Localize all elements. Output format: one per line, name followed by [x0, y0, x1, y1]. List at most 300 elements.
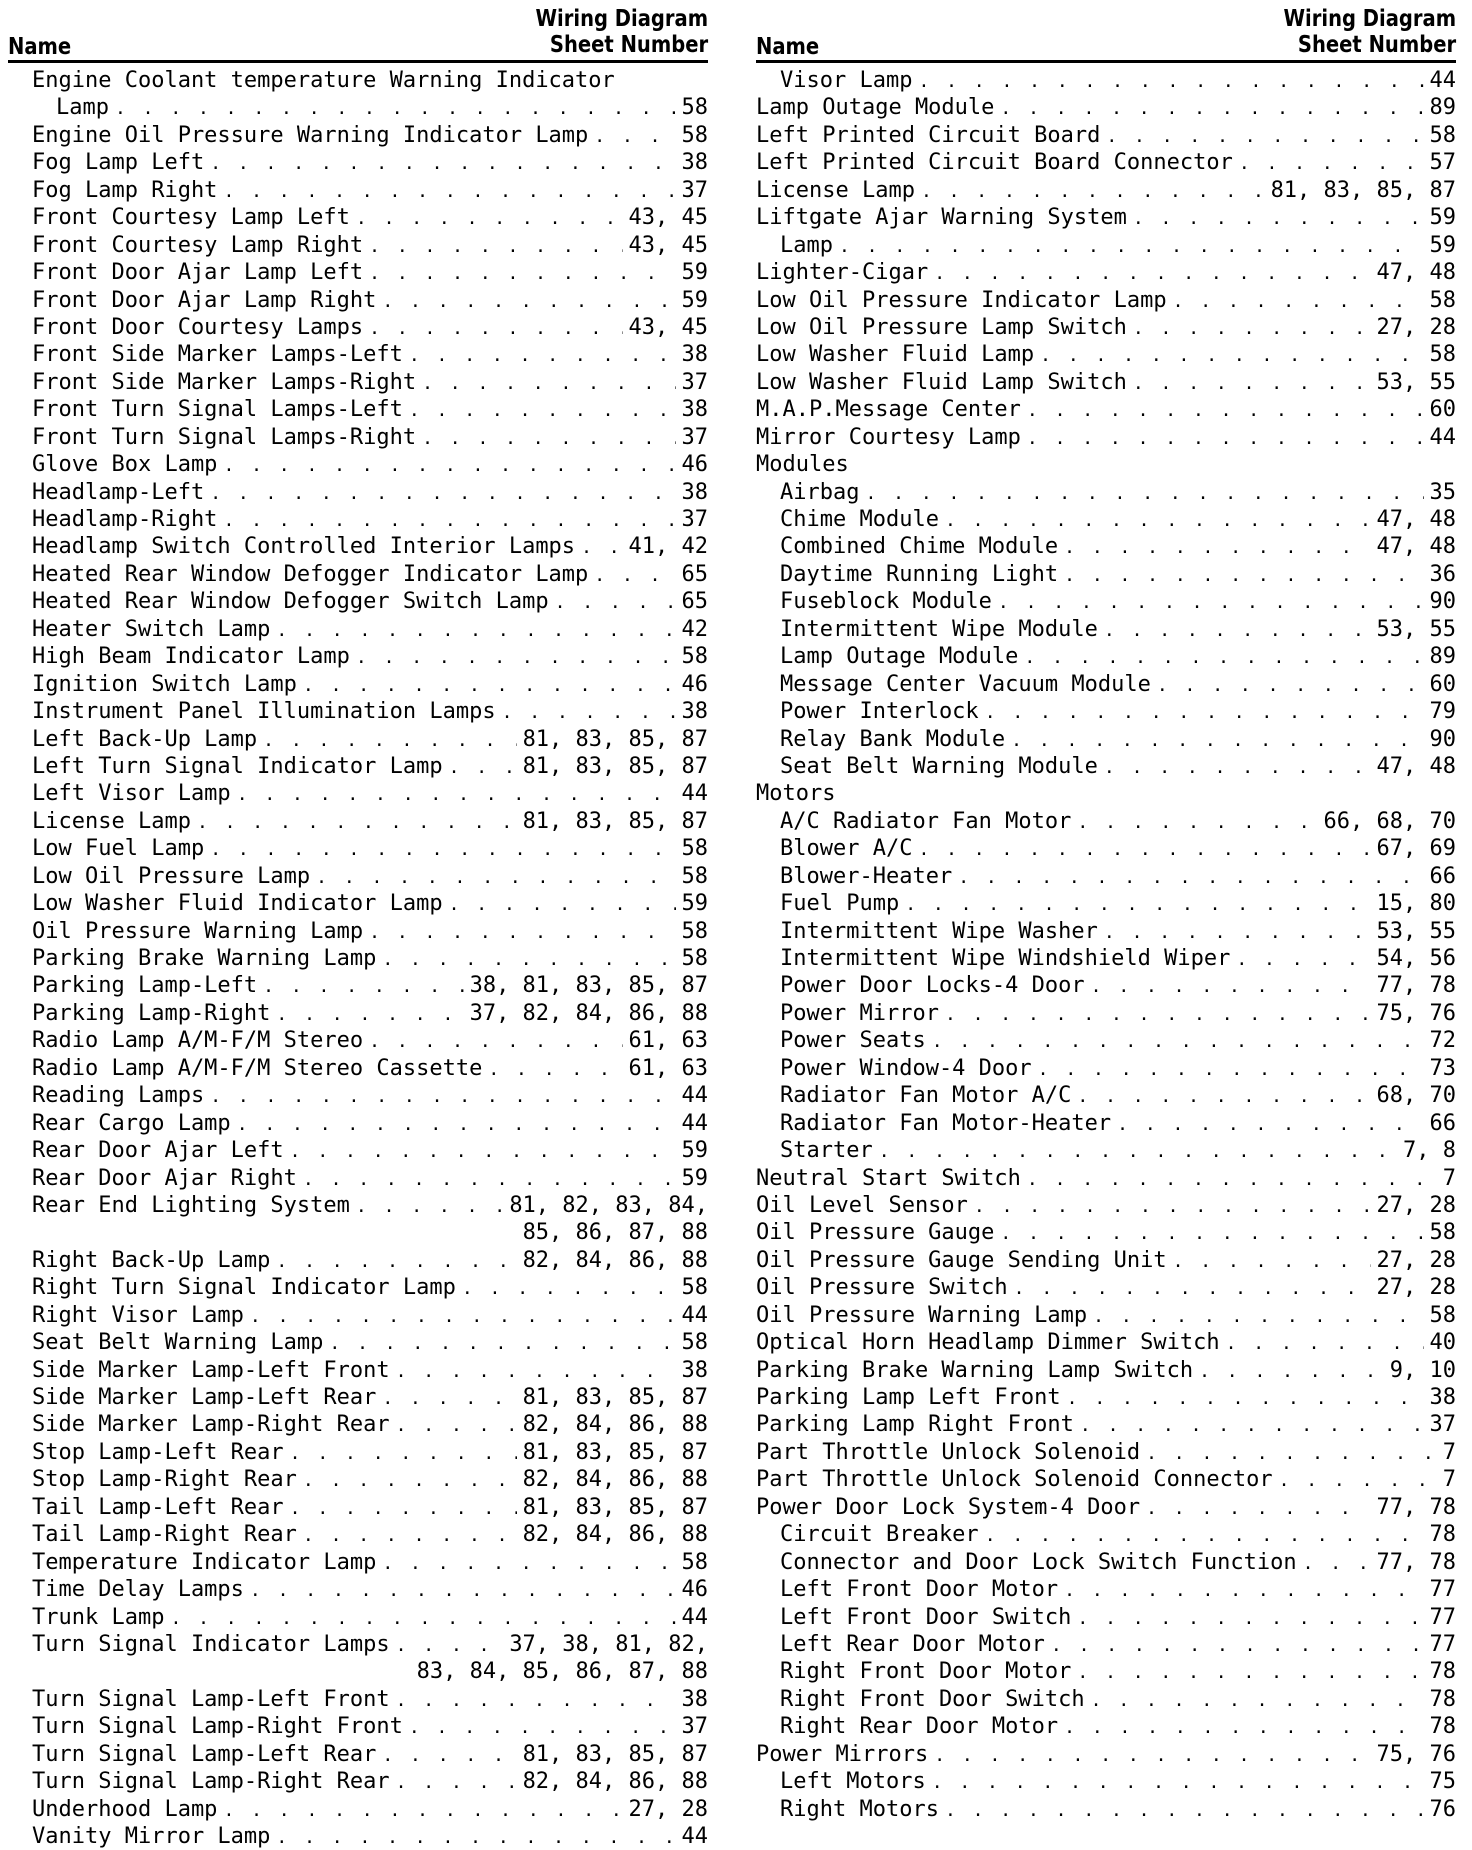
entry-name: Power Interlock [780, 699, 979, 725]
index-entry [756, 287, 1456, 314]
index-entry [8, 533, 708, 560]
index-entry [8, 671, 708, 698]
index-entry [756, 479, 1456, 506]
dot-leader [945, 1001, 1371, 1027]
index-entry [8, 643, 708, 670]
sheet-number: 58 [681, 918, 708, 944]
entry-name: Right Front Door Motor [780, 1659, 1072, 1685]
index-entry [756, 314, 1456, 341]
entry-name: Left Turn Signal Indicator Lamp [32, 753, 443, 779]
dot-leader [382, 288, 675, 314]
entry-name: Front Side Marker Lamps-Left [32, 342, 403, 368]
index-entry [756, 122, 1456, 149]
sheet-number: 44 [681, 1083, 708, 1109]
dot-leader [1133, 315, 1371, 341]
entry-name: Radiator Fan Motor-Heater [780, 1110, 1112, 1136]
sheet-number: 81, 83, 85, 87 [522, 1741, 708, 1767]
dot-leader [1093, 1303, 1423, 1329]
sheet-number: 58 [681, 836, 708, 862]
sheet-number: 44 [681, 1302, 708, 1328]
sheet-number: 37 [681, 507, 708, 532]
dot-leader [1027, 1166, 1437, 1192]
sheet-number-label: Sheet Number [1297, 32, 1456, 58]
entry-name: Visor Lamp [780, 68, 913, 93]
entry-name: Low Oil Pressure Indicator Lamp [756, 287, 1167, 313]
index-entry [756, 671, 1456, 698]
entry-name: Rear Cargo Lamp [32, 1110, 231, 1136]
entry-name: Right Turn Signal Indicator Lamp [32, 1275, 456, 1301]
entry-name: License Lamp [756, 177, 915, 203]
sheet-number: 47, 48 [1376, 753, 1456, 779]
entry-name: Power Mirror [780, 1000, 939, 1026]
dot-leader [1146, 1440, 1437, 1466]
index-entry [756, 780, 1456, 807]
sheet-number: 37 [681, 424, 708, 450]
entry-name: Fog Lamp Right [32, 177, 218, 203]
index-entry [756, 1658, 1456, 1685]
entry-name: Modules [756, 452, 849, 478]
index-entry [8, 972, 708, 999]
index-entry [756, 588, 1456, 615]
entry-name: Left Rear Door Motor [780, 1631, 1045, 1657]
dot-leader [197, 809, 517, 835]
dot-leader [422, 370, 675, 396]
dot-leader [1173, 288, 1424, 314]
index-entry [8, 1686, 708, 1713]
dot-leader [396, 1687, 676, 1713]
index-entry [8, 1796, 708, 1823]
dot-leader [1226, 1330, 1424, 1356]
entry-name: Glove Box Lamp [32, 452, 218, 478]
sheet-number: 38, 81, 83, 85, 87 [469, 973, 708, 999]
dot-leader [210, 836, 675, 862]
entry-name: Power Door Locks-4 Door [780, 973, 1085, 999]
dot-leader [1173, 1248, 1371, 1274]
dot-leader [1117, 1111, 1423, 1137]
entry-name: Part Throttle Unlock Solenoid Connector [756, 1467, 1273, 1493]
sheet-number: 47, 48 [1376, 507, 1456, 532]
sheet-number: 53, 55 [1376, 918, 1456, 944]
sheet-number: 47, 48 [1376, 260, 1456, 286]
dot-leader [1279, 1467, 1437, 1493]
sheet-number: 38 [1429, 1385, 1456, 1410]
entry-name: Turn Signal Indicator Lamps [32, 1631, 390, 1657]
sheet-number: 37 [681, 369, 708, 395]
sheet-number: 82, 84, 86, 88 [522, 1247, 708, 1273]
sheet-number: 77, 78 [1376, 1549, 1456, 1575]
index-entry [756, 1768, 1456, 1795]
entry-name: Parking Lamp Left Front [756, 1385, 1061, 1410]
sheet-number: 35 [1429, 479, 1456, 505]
index-entry [756, 643, 1456, 670]
index-entry [8, 835, 708, 862]
sheet-number: 81, 83, 85, 87 [522, 726, 708, 752]
dot-leader [115, 95, 676, 121]
entry-name: Heated Rear Window Defogger Switch Lamp [32, 589, 549, 615]
sheet-number: 66, 68, 70 [1323, 808, 1456, 834]
index-entry [8, 1000, 708, 1027]
sheet-number: 44 [681, 1110, 708, 1136]
entry-name: Low Oil Pressure Lamp Switch [756, 314, 1127, 340]
entry-name: Low Fuel Lamp [32, 836, 205, 862]
entry-name: Parking Lamp Right Front [756, 1412, 1074, 1438]
index-entry [756, 424, 1456, 451]
entry-name: Lamp [56, 95, 109, 121]
sheet-number: 59 [681, 287, 708, 313]
entry-name: Stop Lamp-Right Rear [32, 1467, 297, 1493]
dot-leader [449, 891, 676, 917]
index-entry [756, 396, 1456, 423]
entry-name: Blower-Heater [780, 863, 953, 889]
dot-leader [1199, 1358, 1384, 1384]
sheet-number-header [1283, 6, 1456, 58]
entry-name: Parking Lamp-Right [32, 1000, 271, 1026]
sheet-number: 43, 45 [628, 314, 708, 340]
index-entry [8, 67, 708, 94]
entry-name: Front Turn Signal Lamps-Left [32, 397, 403, 423]
dot-leader [488, 1056, 622, 1082]
index-entry [756, 506, 1456, 533]
index-entry [756, 1000, 1456, 1027]
sheet-number: 77, 78 [1376, 1494, 1456, 1520]
dot-leader [303, 1522, 517, 1548]
index-entry [8, 259, 708, 286]
entry-name: Intermittent Wipe Windshield Wiper [780, 946, 1231, 971]
dot-leader [1157, 672, 1424, 698]
dot-leader [409, 1714, 676, 1740]
sheet-number: 46 [681, 452, 708, 478]
sheet-number: 37 [681, 177, 708, 203]
sheet-number: 82, 84, 86, 88 [522, 1769, 708, 1795]
index-entry [8, 1384, 708, 1411]
index-entry [8, 287, 708, 314]
sheet-number: 73 [1429, 1055, 1456, 1081]
dot-leader [237, 1111, 676, 1137]
sheet-number: 27, 28 [1376, 1275, 1456, 1301]
dot-leader [921, 178, 1265, 204]
entry-name: Mirror Courtesy Lamp [756, 424, 1021, 450]
index-entry [8, 1192, 708, 1219]
index-entry [756, 1110, 1456, 1137]
sheet-number-header [535, 6, 708, 58]
entry-name: Tail Lamp-Right Rear [32, 1522, 297, 1548]
index-entry [8, 424, 708, 451]
sheet-number: 61, 63 [628, 1028, 708, 1054]
dot-leader [237, 781, 676, 807]
sheet-number: 47, 48 [1376, 534, 1456, 560]
index-entry [8, 1658, 708, 1685]
entry-name: Turn Signal Lamp-Right Front [32, 1714, 403, 1740]
entry-name: Front Door Ajar Lamp Right [32, 287, 377, 313]
dot-leader [223, 507, 675, 533]
dot-leader [1133, 205, 1424, 231]
dot-leader [290, 1440, 517, 1466]
dot-leader [170, 1605, 675, 1631]
index-entry [8, 94, 708, 121]
index-entry [756, 1604, 1456, 1631]
sheet-number: 58 [1429, 1220, 1456, 1246]
dot-leader [945, 507, 1371, 533]
entry-name: Right Motors [780, 1796, 939, 1822]
index-entry [756, 67, 1456, 94]
entry-name: Heated Rear Window Defogger Indicator Lamp [32, 561, 589, 587]
index-entry [756, 808, 1456, 835]
sheet-number: 27, 28 [1376, 314, 1456, 340]
entry-name: Front Turn Signal Lamps-Right [32, 424, 417, 450]
sheet-number: 77, 78 [1376, 973, 1456, 999]
index-entry [8, 698, 708, 725]
index-entry [8, 945, 708, 972]
sheet-number: 59 [681, 1138, 708, 1164]
index-entry [756, 1576, 1456, 1603]
dot-leader [356, 1193, 503, 1219]
entry-name: Radio Lamp A/M-F/M Stereo [32, 1028, 364, 1054]
left-column [8, 6, 708, 1850]
index-entry [8, 1219, 708, 1246]
dot-leader [1051, 1632, 1424, 1658]
dot-leader [396, 1358, 676, 1384]
sheet-number: 82, 84, 86, 88 [522, 1467, 708, 1493]
entry-name: Starter [780, 1138, 873, 1164]
index-entry [756, 1549, 1456, 1576]
entry-name: Front Door Courtesy Lamps [32, 314, 364, 340]
entry-name: Rear End Lighting System [32, 1192, 350, 1218]
entry-name: Power Window-4 Door [780, 1055, 1032, 1081]
index-entry [756, 1137, 1456, 1164]
dot-leader [409, 342, 676, 368]
index-entry [8, 1329, 708, 1356]
sheet-number: 60 [1429, 671, 1456, 697]
entry-name: License Lamp [32, 808, 191, 834]
sheet-number: 65 [681, 589, 708, 615]
entry-name: Left Printed Circuit Board Connector [756, 150, 1233, 176]
sheet-number: 78 [1429, 1714, 1456, 1740]
entry-name: Right Rear Door Motor [780, 1714, 1059, 1740]
index-entry [8, 1494, 708, 1521]
index-entry [756, 945, 1456, 972]
entry-name: Right Back-Up Lamp [32, 1247, 271, 1273]
right-entry-list [756, 67, 1456, 1823]
dot-leader [934, 1742, 1370, 1768]
entry-name: Daytime Running Light [780, 561, 1059, 587]
index-entry [8, 122, 708, 149]
dot-leader [396, 1769, 517, 1795]
index-entry [8, 1466, 708, 1493]
index-entry [756, 972, 1456, 999]
entry-name: Fuel Pump [780, 891, 900, 917]
dot-leader [1027, 397, 1424, 423]
entry-name: High Beam Indicator Lamp [32, 644, 350, 670]
index-entry [756, 1411, 1456, 1438]
entry-name: Liftgate Ajar Warning System [756, 205, 1127, 231]
dot-leader [303, 672, 676, 698]
entry-name: Trunk Lamp [32, 1604, 165, 1630]
entry-name: Intermittent Wipe Washer [780, 918, 1098, 944]
index-entry [8, 890, 708, 917]
sheet-number: 66 [1429, 1110, 1456, 1136]
sheet-number: 7 [1442, 1467, 1456, 1493]
sheet-number: 44 [681, 781, 708, 807]
index-entry [8, 479, 708, 506]
index-entry [8, 1713, 708, 1740]
entry-name: Vanity Mirror Lamp [32, 1824, 271, 1849]
dot-leader [1000, 1220, 1423, 1246]
dot-leader [263, 727, 516, 753]
sheet-number: 60 [1429, 397, 1456, 423]
dot-leader [1146, 1495, 1370, 1521]
sheet-number: 37, 38, 81, 82, [509, 1631, 708, 1657]
dot-leader [932, 1028, 1424, 1054]
sheet-number: 58 [681, 1330, 708, 1356]
sheet-number: 58 [681, 644, 708, 670]
sheet-number: 38 [681, 1686, 708, 1712]
wiring-diagram-label: Wiring Diagram [535, 6, 708, 32]
sheet-number: 83, 84, 85, 86, 87, 88 [416, 1659, 708, 1685]
index-entry [8, 314, 708, 341]
left-entry-list [8, 67, 708, 1850]
index-entry [756, 1384, 1456, 1411]
entry-name: Time Delay Lamps [32, 1577, 244, 1603]
entry-name: Oil Pressure Switch [756, 1275, 1008, 1301]
sheet-number: 57 [1429, 150, 1456, 176]
sheet-number: 78 [1429, 1686, 1456, 1712]
dot-leader [555, 589, 676, 615]
index-entry [8, 1274, 708, 1301]
dot-leader [250, 1303, 676, 1329]
sheet-number: 58 [1429, 1302, 1456, 1328]
dot-leader [356, 205, 623, 231]
index-entry [756, 1082, 1456, 1109]
sheet-number: 58 [1429, 287, 1456, 313]
index-entry [756, 918, 1456, 945]
dot-leader [985, 699, 1424, 725]
sheet-number: 58 [681, 946, 708, 971]
dot-leader [396, 1632, 504, 1658]
dot-leader [329, 1330, 675, 1356]
index-entry [8, 1302, 708, 1329]
sheet-number: 36 [1429, 561, 1456, 587]
sheet-number: 67, 69 [1376, 836, 1456, 862]
dot-leader [210, 1083, 675, 1109]
entry-name: Left Visor Lamp [32, 781, 231, 807]
index-entry [8, 1110, 708, 1137]
sheet-number: 41, 42 [628, 534, 708, 560]
sheet-number: 66 [1429, 863, 1456, 889]
sheet-number: 46 [681, 671, 708, 697]
entry-name: Fog Lamp Left [32, 150, 205, 176]
entry-name: Front Door Ajar Lamp Left [32, 260, 364, 286]
dot-leader [974, 1193, 1371, 1219]
dot-leader [223, 178, 675, 204]
index-entry [756, 259, 1456, 286]
dot-leader [581, 534, 622, 560]
index-entry [8, 177, 708, 204]
sheet-number: 58 [681, 122, 708, 148]
sheet-number: 61, 63 [628, 1055, 708, 1081]
sheet-number: 7 [1442, 1439, 1456, 1465]
entry-name: Low Washer Fluid Lamp [756, 342, 1035, 368]
sheet-number: 65 [681, 561, 708, 587]
sheet-number: 44 [681, 1824, 708, 1849]
index-entry [8, 863, 708, 890]
index-entry [756, 1302, 1456, 1329]
index-entry [756, 863, 1456, 890]
dot-leader [932, 1769, 1424, 1795]
index-entry [8, 1521, 708, 1548]
entry-name: Intermittent Wipe Module [780, 616, 1098, 642]
entry-name: Connector and Door Lock Switch Function [780, 1549, 1297, 1575]
dot-leader [1064, 1714, 1423, 1740]
sheet-number: 38 [681, 479, 708, 505]
sheet-number: 90 [1429, 726, 1456, 752]
index-entry [756, 451, 1456, 478]
entry-name: Oil Level Sensor [756, 1192, 968, 1218]
index-entry [756, 1247, 1456, 1274]
sheet-number: 38 [681, 1357, 708, 1383]
dot-leader [1067, 1385, 1424, 1411]
dot-leader [276, 1824, 675, 1850]
dot-leader [369, 233, 622, 259]
sheet-number: 77 [1429, 1577, 1456, 1603]
index-entry [8, 1165, 708, 1192]
index-entry [756, 1494, 1456, 1521]
index-entry [756, 177, 1456, 204]
sheet-number: 38 [681, 150, 708, 176]
index-entry [756, 753, 1456, 780]
entry-name: A/C Radiator Fan Motor [780, 808, 1072, 834]
dot-leader [1027, 425, 1424, 451]
sheet-number: 46 [681, 1577, 708, 1603]
index-entry [8, 1411, 708, 1438]
dot-leader [1239, 150, 1424, 176]
dot-leader [918, 68, 1423, 94]
index-entry [756, 204, 1456, 231]
index-entry [8, 808, 708, 835]
dot-leader [905, 891, 1370, 917]
dot-leader [409, 397, 676, 423]
sheet-number: 42 [681, 616, 708, 642]
sheet-number: 38 [681, 342, 708, 368]
sheet-number: 58 [681, 863, 708, 889]
entry-name: Left Motors [780, 1769, 926, 1795]
index-entry [8, 1439, 708, 1466]
entry-name: Turn Signal Lamp-Right Rear [32, 1769, 390, 1795]
dot-leader [1077, 1605, 1423, 1631]
index-entry [8, 780, 708, 807]
dot-leader [945, 1797, 1424, 1823]
index-entry [8, 726, 708, 753]
dot-leader [1080, 1412, 1424, 1438]
sheet-number: 78 [1429, 1522, 1456, 1548]
entry-name: Airbag [780, 479, 860, 505]
entry-name: Seat Belt Warning Lamp [32, 1330, 324, 1356]
index-entry [8, 588, 708, 615]
dot-leader [502, 699, 676, 725]
sheet-number: 76 [1429, 1796, 1456, 1822]
entry-name: Temperature Indicator Lamp [32, 1549, 377, 1575]
index-entry [8, 1027, 708, 1054]
dot-leader [369, 919, 675, 945]
index-entry [756, 1686, 1456, 1713]
dot-leader [1133, 370, 1371, 396]
sheet-number: 37 [681, 1714, 708, 1740]
entry-name: Low Washer Fluid Lamp Switch [756, 369, 1127, 395]
sheet-number: 59 [681, 260, 708, 286]
sheet-number: 54, 56 [1376, 946, 1456, 971]
entry-name: Oil Pressure Warning Lamp [32, 918, 364, 944]
dot-leader [1064, 534, 1370, 560]
left-column-header [8, 6, 708, 63]
